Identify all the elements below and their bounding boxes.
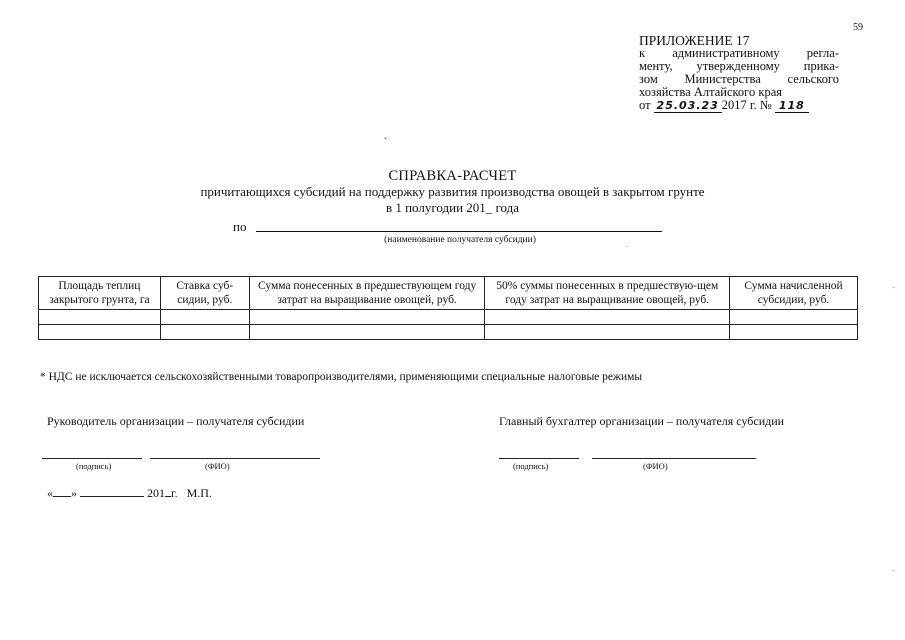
subtitle-line-1: причитающихся субсидий на поддержку развития производства овощей в закрытом грунте — [200, 184, 705, 199]
subsidy-table — [38, 276, 858, 340]
recipient-line — [256, 231, 662, 232]
head-signature-line — [42, 458, 142, 459]
handwritten-number: 118 — [775, 100, 809, 113]
accountant-sign-caption: (подпись) — [513, 461, 549, 471]
accountant-name-caption: (ФИО) — [643, 461, 668, 471]
day-blank — [53, 486, 71, 497]
close-quote: » — [71, 486, 77, 500]
table-cell — [160, 325, 249, 340]
table-cell — [160, 310, 249, 325]
head-sign-caption: (подпись) — [76, 461, 112, 471]
head-signature-label: Руководитель организации – получателя субсидии — [47, 414, 305, 428]
open-quote: « — [47, 486, 53, 500]
table-row — [39, 310, 858, 325]
scan-mark: - — [892, 282, 895, 292]
appendix-line: хозяйства Алтайского края — [639, 85, 782, 99]
handwritten-date: 25.03.23 — [654, 100, 722, 113]
subtitle-line-2: в 1 полугодии 201_ года — [385, 200, 520, 215]
accountant-signature-line — [499, 458, 579, 459]
recipient-caption: (наименование получателя субсидии) — [384, 235, 536, 245]
month-blank — [80, 486, 144, 497]
accountant-signature-label: Главный бухгалтер организации – получателя субсидии — [499, 414, 785, 428]
scan-mark: ˇ — [384, 136, 387, 146]
stamp-place: М.П. — [186, 486, 212, 500]
scan-mark: . — [626, 239, 629, 249]
page-number: 59 — [853, 22, 863, 33]
date-prefix: от — [639, 98, 651, 112]
table-cell — [249, 325, 485, 340]
header-accrued-subsidy: Сумма начисленной субсидии, руб. — [730, 277, 858, 310]
table-cell — [39, 310, 161, 325]
year-suffix: г. — [171, 486, 178, 500]
table-header-row — [39, 277, 858, 310]
table-cell — [485, 325, 730, 340]
table-row — [39, 325, 858, 340]
accountant-name-line — [592, 458, 756, 459]
header-costs-sum: Сумма понесенных в предшествующем году затрат на выращивание овощей, руб. — [249, 277, 485, 310]
table-cell — [730, 325, 858, 340]
table-cell — [730, 310, 858, 325]
appendix-title: ПРИЛОЖЕНИЕ 17 — [639, 33, 750, 48]
document-title: СПРАВКА-РАСЧЕТ — [388, 168, 517, 184]
head-name-line — [150, 458, 320, 459]
po-label: по — [233, 219, 247, 234]
head-name-caption: (ФИО) — [205, 461, 230, 471]
appendix-date-line — [639, 99, 839, 113]
signing-date-line — [47, 486, 212, 501]
document-subtitle — [0, 184, 905, 216]
header-greenhouse-area: Площадь теплиц закрытого грунта, га — [39, 277, 161, 310]
year-text: 2017 г. № — [721, 98, 772, 112]
year-prefix: 201 — [147, 486, 165, 500]
table-cell — [485, 310, 730, 325]
appendix-line: к административному регла- — [639, 46, 839, 60]
appendix-line: зом Министерства сельского — [639, 72, 839, 86]
header-subsidy-rate: Ставка суб-сидии, руб. — [160, 277, 249, 310]
appendix-block — [639, 34, 839, 113]
header-costs-50-percent: 50% суммы понесенных в предшествую-щем году затрат на выращивание овощей, руб. — [485, 277, 730, 310]
appendix-line: менту, утвержденному прика- — [639, 59, 839, 73]
footnote: * НДС не исключается сельскохозяйственными товаропроизводителями, применяющими специальные налоговые режимы — [40, 371, 643, 383]
table-cell — [39, 325, 161, 340]
table-cell — [249, 310, 485, 325]
scan-mark: - — [892, 565, 895, 575]
